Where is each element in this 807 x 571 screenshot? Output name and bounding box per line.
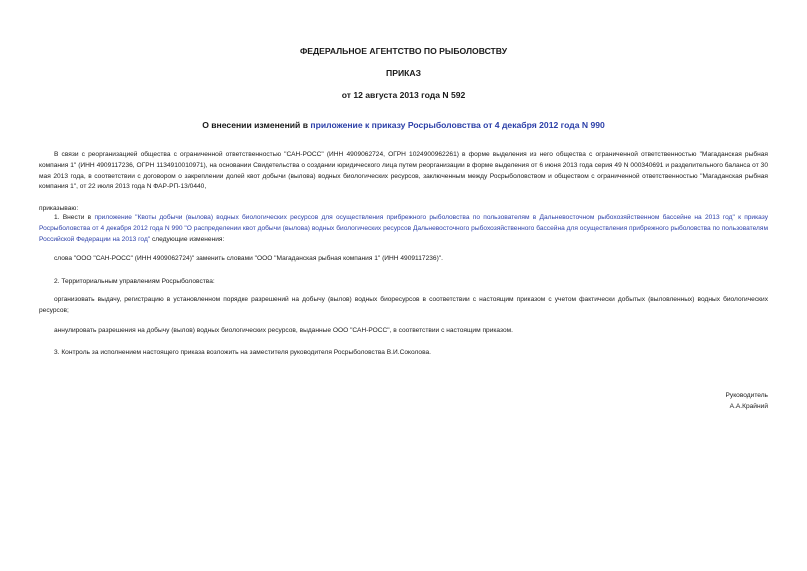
words-change-paragraph: слова "ООО "САН-РОСС" (ИНН 4909062724)" заменить словами "ООО "Магаданская рыбная компания 1" (ИНН 4909117236)".	[54, 255, 443, 262]
item-1-link[interactable]: приложение "Квоты добычи (вылова) водных биологических ресурсов для осуществления прибрежного рыболовства по пользователям в Дальневосточном рыбохозяйственном бассейне на 2013 год" к приказу Росрыболовства от 4 декабря 2012 года N 990 "О распределении квот добычи (вылова) водных биологических ресурсов Дальневосточного рыбохозяйственного бассейна для осуществления прибрежного рыболовства по пользователям Российской Федерации на 2013 год"	[39, 214, 768, 243]
intro-paragraph: В связи с реорганизацией общества с ограниченной ответственностью "САН-РОСС" (ИНН 4909062724, ОГРН 1024900962261) в форме выделения из него общества с ограниченной ответственностью "Магаданская рыбная компания 1" (ИНН 4909117236, ОГРН 1134910010971), на основании Свидетельства о создании юридического лица путем реорганизации в форме выделения от 6 июня 2013 года серия 49 N 000340691 и разделительного баланса от 30 мая 2013 года, в соответствии с договором о закреплении долей квот добычи (вылова) водных биологических ресурсов, заключенным между Росрыболовством и обществом с ограниченной ответственностью "Магаданская рыбная компания 1", от 22 июля 2013 года N ФАР-РП-13/0440,	[39, 151, 768, 191]
item-1-start: 1. Внести в	[54, 214, 95, 221]
title-link[interactable]: приложение к приказу Росрыболовства от 4 декабря 2012 года N 990	[310, 120, 605, 130]
organize-paragraph: организовать выдачу, регистрацию в установленном порядке разрешений на добычу (вылов) водных биоресурсов в соответствии с настоящим приказом с учетом фактически добытых (выловленных) водных биологических ресурсов;	[39, 296, 768, 314]
item-1-end: следующие изменения:	[150, 235, 225, 243]
cancel-paragraph: аннулировать разрешения на добычу (вылов) водных биологических ресурсов, выданные ООО "САН-РОСС", в соответствии с настоящим приказом.	[54, 327, 513, 334]
signature-role: Руководитель	[725, 392, 768, 399]
signature-name: А.А.Крайний	[729, 403, 768, 410]
document-date-number: от 12 августа 2013 года N 592	[341, 90, 466, 100]
order-word: приказываю:	[39, 205, 79, 212]
item-1-paragraph	[39, 213, 768, 245]
agency-name: ФЕДЕРАЛЬНОЕ АГЕНТСТВО ПО РЫБОЛОВСТВУ	[299, 46, 508, 56]
document-type: ПРИКАЗ	[386, 68, 421, 78]
title-prefix: О внесении изменений в	[202, 120, 311, 130]
item-2-paragraph: 2. Территориальным управлениям Росрыболовства:	[54, 278, 215, 285]
document-title	[39, 120, 768, 131]
item-3-paragraph: 3. Контроль за исполнением настоящего приказа возложить на заместителя руководителя Росрыболовства В.И.Соколова.	[54, 349, 431, 356]
